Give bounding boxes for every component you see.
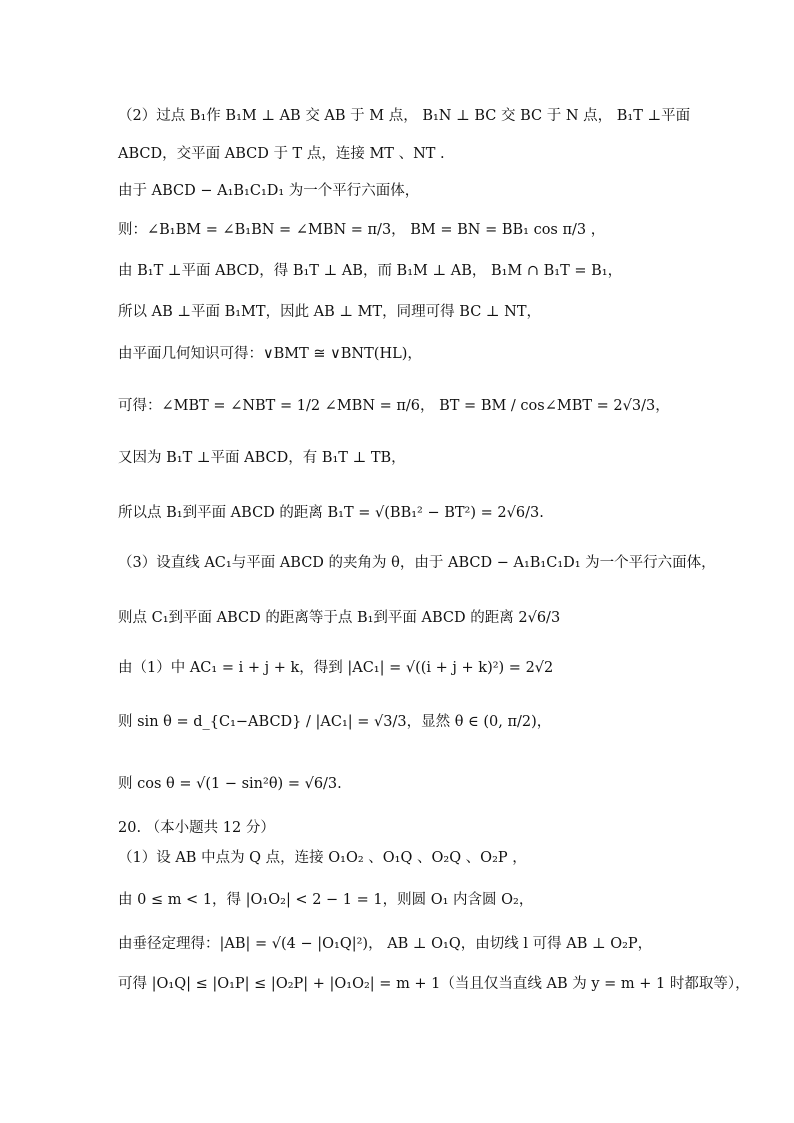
text-line-1: （2）过点 B₁作 B₁M ⊥ AB 交 AB 于 M 点， B₁N ⊥ BC 交 BC 于 N 点， B₁T ⊥平面 (118, 108, 691, 124)
text-line-4: 则：∠B₁BM = ∠B₁BN = ∠MBN = π/3， BM = BN = BB₁ cos π/3 ， (118, 222, 606, 238)
text-line-12: 则点 C₁到平面 ABCD 的距离等于点 B₁到平面 ABCD 的距离 2√6/3 (118, 610, 561, 626)
text-line-8: 可得：∠MBT = ∠NBT = 1/2 ∠MBN = π/6， BT = BM / cos∠MBT = 2√3/3， (118, 398, 670, 414)
text-line-17: （1）设 AB 中点为 Q 点，连接 O₁O₂ 、O₁Q 、O₂Q 、O₂P ， (118, 850, 527, 866)
text-line-14: 则 sin θ = d_{C₁−ABCD} / |AC₁| = √3/3，显然 θ ∈ (0, π/2)， (118, 714, 552, 730)
text-line-15: 则 cos θ = √(1 − sin²θ) = √6/3. (118, 776, 342, 792)
text-line-11: （3）设直线 AC₁与平面 ABCD 的夹角为 θ，由于 ABCD − A₁B₁C₁D₁ 为一个平行六面体， (118, 555, 716, 571)
text-line-9: 又因为 B₁T ⊥平面 ABCD，有 B₁T ⊥ TB， (118, 450, 406, 466)
text-line-19: 由垂径定理得：|AB| = √(4 − |O₁Q|²)， AB ⊥ O₁Q，由切线 l 可得 AB ⊥ O₂P， (118, 936, 653, 952)
text-line-3: 由于 ABCD − A₁B₁C₁D₁ 为一个平行六面体， (118, 183, 420, 199)
text-line-10: 所以点 B₁到平面 ABCD 的距离 B₁T = √(BB₁² − BT²) = 2√6/3. (118, 505, 544, 521)
text-line-20: 可得 |O₁Q| ≤ |O₁P| ≤ |O₂P| + |O₁O₂| = m + 1（当且仅当直线 AB 为 y = m + 1 时都取等）， (118, 976, 750, 992)
text-line-5: 由 B₁T ⊥平面 ABCD，得 B₁T ⊥ AB，而 B₁M ⊥ AB， B₁M ∩ B₁T = B₁， (118, 263, 623, 279)
text-line-6: 所以 AB ⊥平面 B₁MT，因此 AB ⊥ MT，同理可得 BC ⊥ NT， (118, 304, 542, 320)
text-line-13: 由（1）中 AC₁ = i + j + k，得到 |AC₁| = √((i + j + k)²) = 2√2 (118, 660, 554, 676)
section-heading-20: 20. （本小题共 12 分） (118, 820, 275, 836)
text-line-2: ABCD，交平面 ABCD 于 T 点，连接 MT 、NT . (118, 146, 445, 162)
text-line-18: 由 0 ≤ m < 1，得 |O₁O₂| < 2 − 1 = 1，则圆 O₁ 内含圆 O₂， (118, 892, 534, 908)
text-line-7: 由平面几何知识可得：∨BMT ≅ ∨BNT(HL)， (118, 346, 422, 362)
